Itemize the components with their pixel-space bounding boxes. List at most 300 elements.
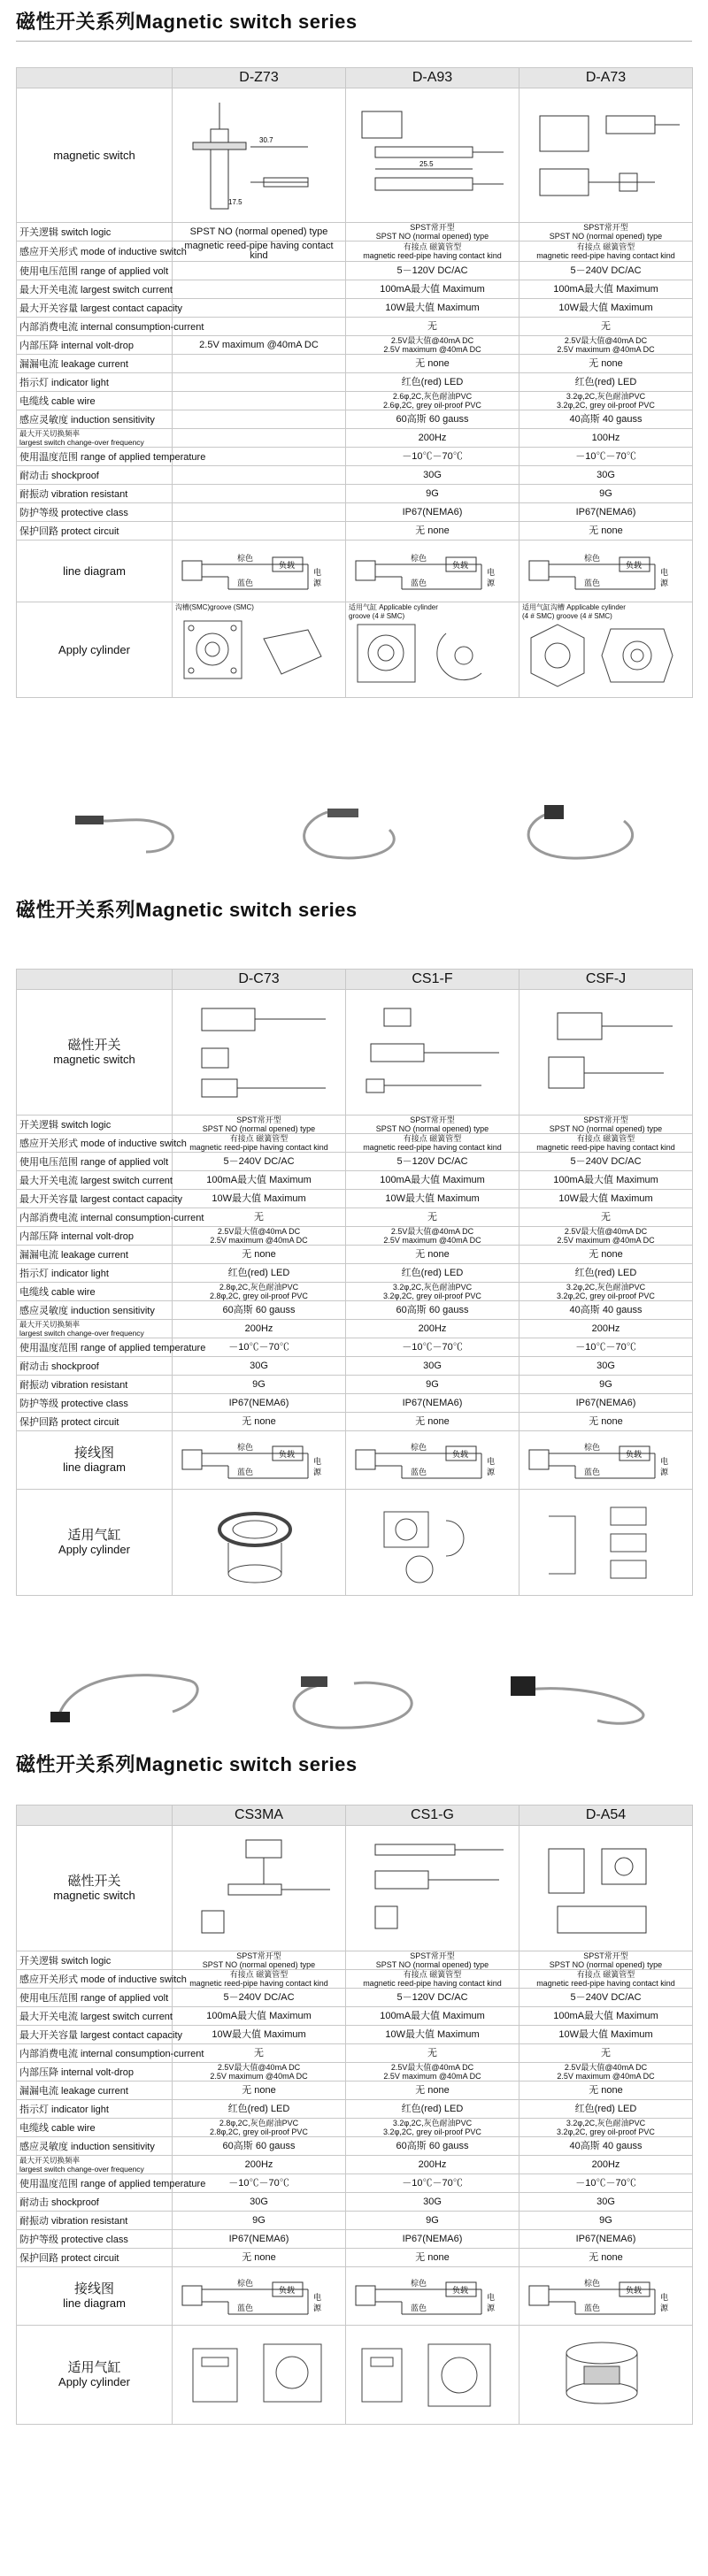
- spec-label: 漏漏电流 leakage current: [17, 1246, 173, 1264]
- spec-row: [17, 466, 693, 485]
- spec-value: 有接点 磁簧管型 magnetic reed-pipe having contact kind: [173, 1134, 346, 1153]
- cylinder-drawing: [519, 2326, 693, 2425]
- wiring-svg: [349, 545, 508, 598]
- spec-label: 防护等级 protective class: [17, 1394, 173, 1413]
- image-label-cn: 磁性开关: [67, 1873, 121, 1889]
- spec-value: [173, 503, 346, 522]
- spec-value: 9G: [346, 485, 519, 503]
- spec-value: 100Hz: [519, 429, 693, 448]
- spec-value: 9G: [519, 1376, 693, 1394]
- cylinder-row-label: [17, 2326, 173, 2425]
- spec-value: 有接点 磁簧管型 magnetic reed-pipe having contact kind: [173, 1970, 346, 1989]
- image-label: magnetic switch: [53, 1052, 135, 1066]
- spec-value: 无: [346, 318, 519, 336]
- wiring-diagram: [519, 540, 693, 602]
- spec-value: －10℃－70℃: [346, 1338, 519, 1357]
- spec-label: 最大开关电流 largest switch current: [17, 280, 173, 299]
- spec-value: [173, 522, 346, 540]
- spec-label: 电缆线 cable wire: [17, 2119, 173, 2137]
- spec-value: SPST常开型 SPST NO (normal opened) type: [173, 1116, 346, 1134]
- spec-value: －10℃－70℃: [519, 448, 693, 466]
- wiring-svg: [175, 2270, 335, 2323]
- cylinder-drawing: [519, 602, 693, 698]
- spec-value: 100mA最大值 Maximum: [173, 2007, 346, 2026]
- load-label: 负载: [279, 1449, 296, 1459]
- spec-label: 使用温度范围 range of applied temperature: [17, 448, 173, 466]
- spec-label: 使用电压范围 range of applied volt: [17, 1989, 173, 2007]
- power-label: 源: [660, 578, 669, 587]
- spec-label: 内部消费电流 internal consumption-current: [17, 318, 173, 336]
- spec-value: 有接点 磁簧管型 magnetic reed-pipe having contact kind: [519, 242, 693, 262]
- spec-value: [173, 299, 346, 318]
- spec-row: [17, 1190, 693, 1208]
- spec-value: 100mA最大值 Maximum: [346, 1171, 519, 1190]
- spec-value: 无 none: [346, 2249, 519, 2267]
- spec-value: 100mA最大值 Maximum: [519, 1171, 693, 1190]
- spec-value: 红色(red) LED: [173, 2100, 346, 2119]
- model-header: CSF-J: [519, 970, 693, 990]
- wiring-svg: [522, 1434, 681, 1487]
- diagram-label-cn: 接线图: [73, 1445, 114, 1460]
- spec-value: 5－240V DC/AC: [173, 1153, 346, 1171]
- section-3: [0, 1743, 708, 2576]
- spec-value: 10W最大值 Maximum: [346, 2026, 519, 2044]
- power-label: 电: [487, 1456, 496, 1466]
- svg-text:25.5: 25.5: [419, 159, 434, 168]
- spec-value: 9G: [346, 2212, 519, 2230]
- model-header: D-A93: [346, 68, 519, 88]
- spec-value: 有接点 磁簧管型 magnetic reed-pipe having contact kind: [519, 1134, 693, 1153]
- spec-value: 有接点 磁簧管型 magnetic reed-pipe having contact kind: [519, 1970, 693, 1989]
- power-label: 源: [313, 1467, 322, 1476]
- spec-label: 使用电压范围 range of applied volt: [17, 262, 173, 280]
- power-label: 电: [487, 567, 496, 577]
- dimension-drawing: [519, 88, 693, 223]
- load-label: 负载: [452, 560, 469, 570]
- product-photo: [242, 783, 467, 867]
- spec-label: 内部消费电流 internal consumption-current: [17, 1208, 173, 1227]
- spec-table: [16, 1805, 693, 2425]
- dimension-drawing: [173, 88, 346, 223]
- spec-row: [17, 1357, 693, 1376]
- spec-label: 内部压降 internal volt-drop: [17, 2063, 173, 2082]
- diagram-label-cn: 接线图: [73, 2281, 114, 2296]
- spec-value: 有接点 磁簧管型 magnetic reed-pipe having contact kind: [346, 1134, 519, 1153]
- spec-value: 无 none: [346, 355, 519, 373]
- spec-value: [173, 355, 346, 373]
- spec-value: 100mA最大值 Maximum: [519, 280, 693, 299]
- wire-blue-label: 蓝色: [237, 578, 254, 587]
- power-label: 源: [313, 578, 322, 587]
- spec-row: [17, 2007, 693, 2026]
- wire-brown-label: 棕色: [411, 553, 427, 563]
- spec-row: [17, 2193, 693, 2212]
- spec-row: [17, 2137, 693, 2156]
- spec-value: 10W最大值 Maximum: [173, 1190, 346, 1208]
- spec-value: 有接点 磁簧管型 magnetic reed-pipe having contact kind: [346, 1970, 519, 1989]
- diagram-label: line diagram: [63, 1460, 126, 1474]
- spec-value: 10W最大值 Maximum: [519, 299, 693, 318]
- section-1: [0, 0, 708, 885]
- spec-value: 无 none: [519, 522, 693, 540]
- dimension-drawing: [346, 88, 519, 223]
- spec-value: 红色(red) LED: [519, 1264, 693, 1283]
- spec-value: 无: [173, 2044, 346, 2063]
- spec-value: 2.5V最大值@40mA DC 2.5V maximum @40mA DC: [519, 2063, 693, 2082]
- model-header: D-Z73: [173, 68, 346, 88]
- spec-row: [17, 318, 693, 336]
- wire-blue-label: 蓝色: [237, 2303, 254, 2312]
- spec-value: 无 none: [519, 2249, 693, 2267]
- spec-row: [17, 448, 693, 466]
- spec-label: 最大开关容量 largest contact capacity: [17, 299, 173, 318]
- cylinder-caption: 适用气缸沟槽 Applicable cylinder (4 # SMC) groove (4 # SMC): [522, 603, 626, 620]
- spec-label: 感应灵敏度 induction sensitivity: [17, 410, 173, 429]
- power-label: 电: [313, 567, 322, 577]
- spec-value: [173, 280, 346, 299]
- spec-value: SPST常开型 SPST NO (normal opened) type: [173, 1951, 346, 1970]
- spec-value: IP67(NEMA6): [173, 1394, 346, 1413]
- spec-row: [17, 1153, 693, 1171]
- spec-value: IP67(NEMA6): [346, 2230, 519, 2249]
- spec-value: 无 none: [519, 355, 693, 373]
- spec-value: 30G: [346, 466, 519, 485]
- wiring-svg: [175, 1434, 335, 1487]
- spec-value: SPST常开型 SPST NO (normal opened) type: [519, 1116, 693, 1134]
- wire-blue-label: 蓝色: [584, 1467, 601, 1476]
- spec-row: [17, 1116, 693, 1134]
- spec-value: 无 none: [346, 1246, 519, 1264]
- spec-value: 红色(red) LED: [346, 2100, 519, 2119]
- spec-row: [17, 1134, 693, 1153]
- wire-blue-label: 蓝色: [237, 1467, 254, 1476]
- spec-label: 最大开关容量 largest contact capacity: [17, 1190, 173, 1208]
- spec-label: 耐振动 vibration resistant: [17, 2212, 173, 2230]
- wiring-svg: [175, 545, 335, 598]
- spec-label: 使用温度范围 range of applied temperature: [17, 1338, 173, 1357]
- spec-row: [17, 2100, 693, 2119]
- spec-value: IP67(NEMA6): [519, 1394, 693, 1413]
- dimension-drawing: [346, 990, 519, 1116]
- model-header: D-A54: [519, 1806, 693, 1826]
- spec-value: 2.5V最大值@40mA DC 2.5V maximum @40mA DC: [519, 336, 693, 355]
- spec-value: [173, 429, 346, 448]
- spec-value: IP67(NEMA6): [519, 503, 693, 522]
- wiring-diagram: [173, 2267, 346, 2326]
- diagram-row-label: [17, 540, 173, 602]
- spec-label: 开关逻辑 switch logic: [17, 1116, 173, 1134]
- spec-value: [173, 373, 346, 392]
- spec-value: －10℃－70℃: [173, 1338, 346, 1357]
- spec-value: 2.5V maximum @40mA DC: [173, 336, 346, 355]
- spec-label: 最大开关容量 largest contact capacity: [17, 2026, 173, 2044]
- spec-value: 200Hz: [346, 429, 519, 448]
- spec-value: SPST NO (normal opened) type: [173, 223, 346, 242]
- spec-row: [17, 242, 693, 262]
- spec-value: 100mA最大值 Maximum: [519, 2007, 693, 2026]
- spec-value: 2.6φ,2C,灰色耐油PVC 2.6φ,2C, grey oil-proof PVC: [346, 392, 519, 410]
- spec-value: 30G: [173, 1357, 346, 1376]
- spec-value: 3.2φ,2C,灰色耐油PVC 3.2φ,2C, grey oil-proof PVC: [346, 1283, 519, 1301]
- spec-value: 3.2φ,2C,灰色耐油PVC 3.2φ,2C, grey oil-proof PVC: [519, 2119, 693, 2137]
- wiring-diagram: [346, 1431, 519, 1490]
- spec-label: 感应灵敏度 induction sensitivity: [17, 2137, 173, 2156]
- load-label: 负载: [626, 2285, 643, 2295]
- power-label: 源: [660, 2303, 669, 2312]
- spec-label: 使用温度范围 range of applied temperature: [17, 2174, 173, 2193]
- cylinder-drawing: [173, 602, 346, 698]
- wire-brown-label: 棕色: [584, 1442, 601, 1452]
- spec-row: [17, 522, 693, 540]
- spec-row: [17, 2063, 693, 2082]
- wire-brown-label: 棕色: [237, 2278, 254, 2288]
- model-header: CS1-G: [346, 1806, 519, 1826]
- spec-row: [17, 355, 693, 373]
- spec-value: SPST常开型 SPST NO (normal opened) type: [346, 1951, 519, 1970]
- spec-value: 2.5V最大值@40mA DC 2.5V maximum @40mA DC: [173, 1227, 346, 1246]
- spec-label: 耐振动 vibration resistant: [17, 1376, 173, 1394]
- spec-value: [173, 466, 346, 485]
- section-2: [0, 885, 708, 1743]
- spec-value: 30G: [519, 1357, 693, 1376]
- spec-value: 40高斯 40 gauss: [519, 1301, 693, 1320]
- product-photo: [16, 1647, 242, 1736]
- spec-label: 电缆线 cable wire: [17, 1283, 173, 1301]
- spec-label: 电缆线 cable wire: [17, 392, 173, 410]
- image-label-cn: 磁性开关: [67, 1037, 121, 1053]
- diagram-label: line diagram: [63, 2296, 126, 2310]
- spec-row: [17, 1320, 693, 1338]
- wire-blue-label: 蓝色: [584, 578, 601, 587]
- spec-label: 最大开关切换频率 largest switch change-over frequency: [17, 1320, 173, 1338]
- spec-value: 无 none: [173, 2249, 346, 2267]
- spec-value: 40高斯 40 gauss: [519, 410, 693, 429]
- spec-value: 5－120V DC/AC: [346, 262, 519, 280]
- model-header: D-C73: [173, 970, 346, 990]
- product-photo: [16, 783, 242, 867]
- spec-table: [16, 969, 693, 1596]
- spec-value: 9G: [173, 2212, 346, 2230]
- spec-row: [17, 1338, 693, 1357]
- spec-value: 100mA最大值 Maximum: [346, 280, 519, 299]
- image-row-label: [17, 88, 173, 223]
- wiring-svg: [522, 545, 681, 598]
- spec-row: [17, 2026, 693, 2044]
- spec-label: 开关逻辑 switch logic: [17, 223, 173, 242]
- spec-row: [17, 336, 693, 355]
- cylinder-caption: 适用气缸 Applicable cylinder groove (4 # SMC): [349, 603, 438, 620]
- wiring-diagram: [519, 1431, 693, 1490]
- spec-value: 10W最大值 Maximum: [519, 2026, 693, 2044]
- cylinder-label: Apply cylinder: [58, 642, 130, 656]
- spec-row: [17, 1301, 693, 1320]
- svg-text:17.5: 17.5: [228, 197, 242, 206]
- spec-row: [17, 2044, 693, 2063]
- spec-value: [173, 262, 346, 280]
- spec-value: －10℃－70℃: [519, 1338, 693, 1357]
- spec-value: 5－240V DC/AC: [173, 1989, 346, 2007]
- wire-blue-label: 蓝色: [411, 2303, 427, 2312]
- spec-table: [16, 67, 693, 698]
- spec-value: 无 none: [346, 522, 519, 540]
- spec-row: [17, 1376, 693, 1394]
- spec-value: －10℃－70℃: [346, 448, 519, 466]
- spec-row: [17, 1208, 693, 1227]
- spec-label: 保护回路 protect circuit: [17, 2249, 173, 2267]
- spec-value: 2.5V最大值@40mA DC 2.5V maximum @40mA DC: [346, 336, 519, 355]
- wiring-diagram: [346, 2267, 519, 2326]
- spec-label: 最大开关电流 largest switch current: [17, 2007, 173, 2026]
- spec-value: 10W最大值 Maximum: [346, 1190, 519, 1208]
- spec-label: 开关逻辑 switch logic: [17, 1951, 173, 1970]
- spec-value: IP67(NEMA6): [519, 2230, 693, 2249]
- spec-row: [17, 223, 693, 242]
- spec-label: 防护等级 protective class: [17, 503, 173, 522]
- spec-value: 30G: [519, 466, 693, 485]
- cylinder-row-label: [17, 602, 173, 698]
- spec-value: 2.8φ,2C,灰色耐油PVC 2.8φ,2C, grey oil-proof PVC: [173, 2119, 346, 2137]
- wiring-diagram: [519, 2267, 693, 2326]
- dimension-drawing: [519, 990, 693, 1116]
- dimension-drawing: [173, 1826, 346, 1951]
- power-label: 电: [313, 1456, 322, 1466]
- spec-row: [17, 2156, 693, 2174]
- spec-value: －10℃－70℃: [519, 2174, 693, 2193]
- product-photos: [16, 783, 692, 867]
- spec-value: 无: [519, 1208, 693, 1227]
- spec-label: 漏漏电流 leakage current: [17, 2082, 173, 2100]
- spec-value: 无 none: [346, 2082, 519, 2100]
- spec-row: [17, 410, 693, 429]
- spec-label: 耐动击 shockproof: [17, 2193, 173, 2212]
- section-title: 磁性开关系列Magnetic switch series: [16, 899, 358, 921]
- spec-row: [17, 1413, 693, 1431]
- image-label: magnetic switch: [53, 1888, 135, 1902]
- spec-value: [173, 392, 346, 410]
- power-label: 电: [660, 567, 669, 577]
- spec-label: 最大开关电流 largest switch current: [17, 1171, 173, 1190]
- spec-value: 9G: [519, 2212, 693, 2230]
- spec-value: 60高斯 60 gauss: [346, 2137, 519, 2156]
- wiring-svg: [522, 2270, 681, 2323]
- spec-value: 红色(red) LED: [346, 1264, 519, 1283]
- spec-value: 无: [519, 2044, 693, 2063]
- spec-label: 内部压降 internal volt-drop: [17, 1227, 173, 1246]
- spec-label: 漏漏电流 leakage current: [17, 355, 173, 373]
- spec-value: 100mA最大值 Maximum: [346, 2007, 519, 2026]
- spec-row: [17, 2174, 693, 2193]
- diagram-label: line diagram: [63, 564, 126, 578]
- spec-value: 无: [346, 2044, 519, 2063]
- spec-value: SPST常开型 SPST NO (normal opened) type: [346, 1116, 519, 1134]
- spec-value: 5－240V DC/AC: [519, 1989, 693, 2007]
- spec-value: 红色(red) LED: [173, 1264, 346, 1283]
- spec-value: 5－240V DC/AC: [519, 262, 693, 280]
- wiring-diagram: [173, 1431, 346, 1490]
- spec-value: 红色(red) LED: [519, 373, 693, 392]
- spec-value: SPST常开型 SPST NO (normal opened) type: [346, 223, 519, 242]
- spec-label: 保护回路 protect circuit: [17, 522, 173, 540]
- spec-value: 2.5V最大值@40mA DC 2.5V maximum @40mA DC: [346, 2063, 519, 2082]
- spec-label: 保护回路 protect circuit: [17, 1413, 173, 1431]
- spec-label: 最大开关切换频率 largest switch change-over frequency: [17, 429, 173, 448]
- load-label: 负载: [626, 1449, 643, 1459]
- wire-brown-label: 棕色: [237, 1442, 254, 1452]
- dimension-drawing: [519, 1826, 693, 1951]
- product-photo: [466, 783, 692, 867]
- model-header: D-A73: [519, 68, 693, 88]
- spec-value: 5－120V DC/AC: [346, 1989, 519, 2007]
- spec-value: 2.8φ,2C,灰色耐油PVC 2.8φ,2C, grey oil-proof PVC: [173, 1283, 346, 1301]
- spec-value: 2.5V最大值@40mA DC 2.5V maximum @40mA DC: [173, 2063, 346, 2082]
- spec-value: 200Hz: [173, 2156, 346, 2174]
- power-label: 电: [660, 2292, 669, 2302]
- wire-brown-label: 棕色: [411, 1442, 427, 1452]
- spec-value: 30G: [346, 1357, 519, 1376]
- spec-value: 9G: [346, 1376, 519, 1394]
- wire-blue-label: 蓝色: [411, 1467, 427, 1476]
- spec-label: 指示灯 indicator light: [17, 2100, 173, 2119]
- spec-value: 200Hz: [519, 1320, 693, 1338]
- spec-row: [17, 1264, 693, 1283]
- spec-label: 耐动击 shockproof: [17, 466, 173, 485]
- spec-value: 无 none: [173, 1413, 346, 1431]
- spec-label: 指示灯 indicator light: [17, 373, 173, 392]
- cylinder-caption: 沟槽(SMC)groove (SMC): [175, 603, 254, 611]
- wire-blue-label: 蓝色: [584, 2303, 601, 2312]
- spec-value: 30G: [519, 2193, 693, 2212]
- spec-label: 防护等级 protective class: [17, 2230, 173, 2249]
- dimension-drawing: [173, 990, 346, 1116]
- spec-label: 内部消费电流 internal consumption-current: [17, 2044, 173, 2063]
- spec-value: 40高斯 40 gauss: [519, 2137, 693, 2156]
- spec-value: －10℃－70℃: [173, 2174, 346, 2193]
- spec-value: IP67(NEMA6): [173, 2230, 346, 2249]
- spec-label: 耐振动 vibration resistant: [17, 485, 173, 503]
- spec-value: [173, 410, 346, 429]
- spec-value: 无 none: [519, 2082, 693, 2100]
- power-label: 电: [313, 2292, 322, 2302]
- spec-value: 3.2φ,2C,灰色耐油PVC 3.2φ,2C, grey oil-proof PVC: [519, 392, 693, 410]
- spec-value: 100mA最大值 Maximum: [173, 1171, 346, 1190]
- svg-text:30.7: 30.7: [259, 135, 273, 144]
- spec-value: SPST常开型 SPST NO (normal opened) type: [519, 1951, 693, 1970]
- spec-row: [17, 2212, 693, 2230]
- spec-value: －10℃－70℃: [346, 2174, 519, 2193]
- spec-row: [17, 1394, 693, 1413]
- spec-value: 有接点 磁簧管型 magnetic reed-pipe having contact kind: [346, 242, 519, 262]
- spec-value: 200Hz: [173, 1320, 346, 1338]
- spec-value: 200Hz: [346, 2156, 519, 2174]
- load-label: 负载: [452, 2285, 469, 2295]
- spec-value: 无 none: [173, 2082, 346, 2100]
- model-header: CS1-F: [346, 970, 519, 990]
- spec-value: 5－240V DC/AC: [519, 1153, 693, 1171]
- spec-row: [17, 373, 693, 392]
- spec-row: [17, 1970, 693, 1989]
- image-label: magnetic switch: [53, 148, 135, 162]
- spec-row: [17, 2119, 693, 2137]
- power-label: 源: [660, 1467, 669, 1476]
- divider: [16, 41, 692, 42]
- diagram-row-label: [17, 1431, 173, 1490]
- spec-label: 感应灵敏度 induction sensitivity: [17, 1301, 173, 1320]
- cylinder-drawing: [519, 1490, 693, 1596]
- spec-value: 无 none: [346, 1413, 519, 1431]
- section-title: 磁性开关系列Magnetic switch series: [16, 1753, 358, 1775]
- spec-value: 2.5V最大值@40mA DC 2.5V maximum @40mA DC: [346, 1227, 519, 1246]
- spec-value: 无 none: [519, 1413, 693, 1431]
